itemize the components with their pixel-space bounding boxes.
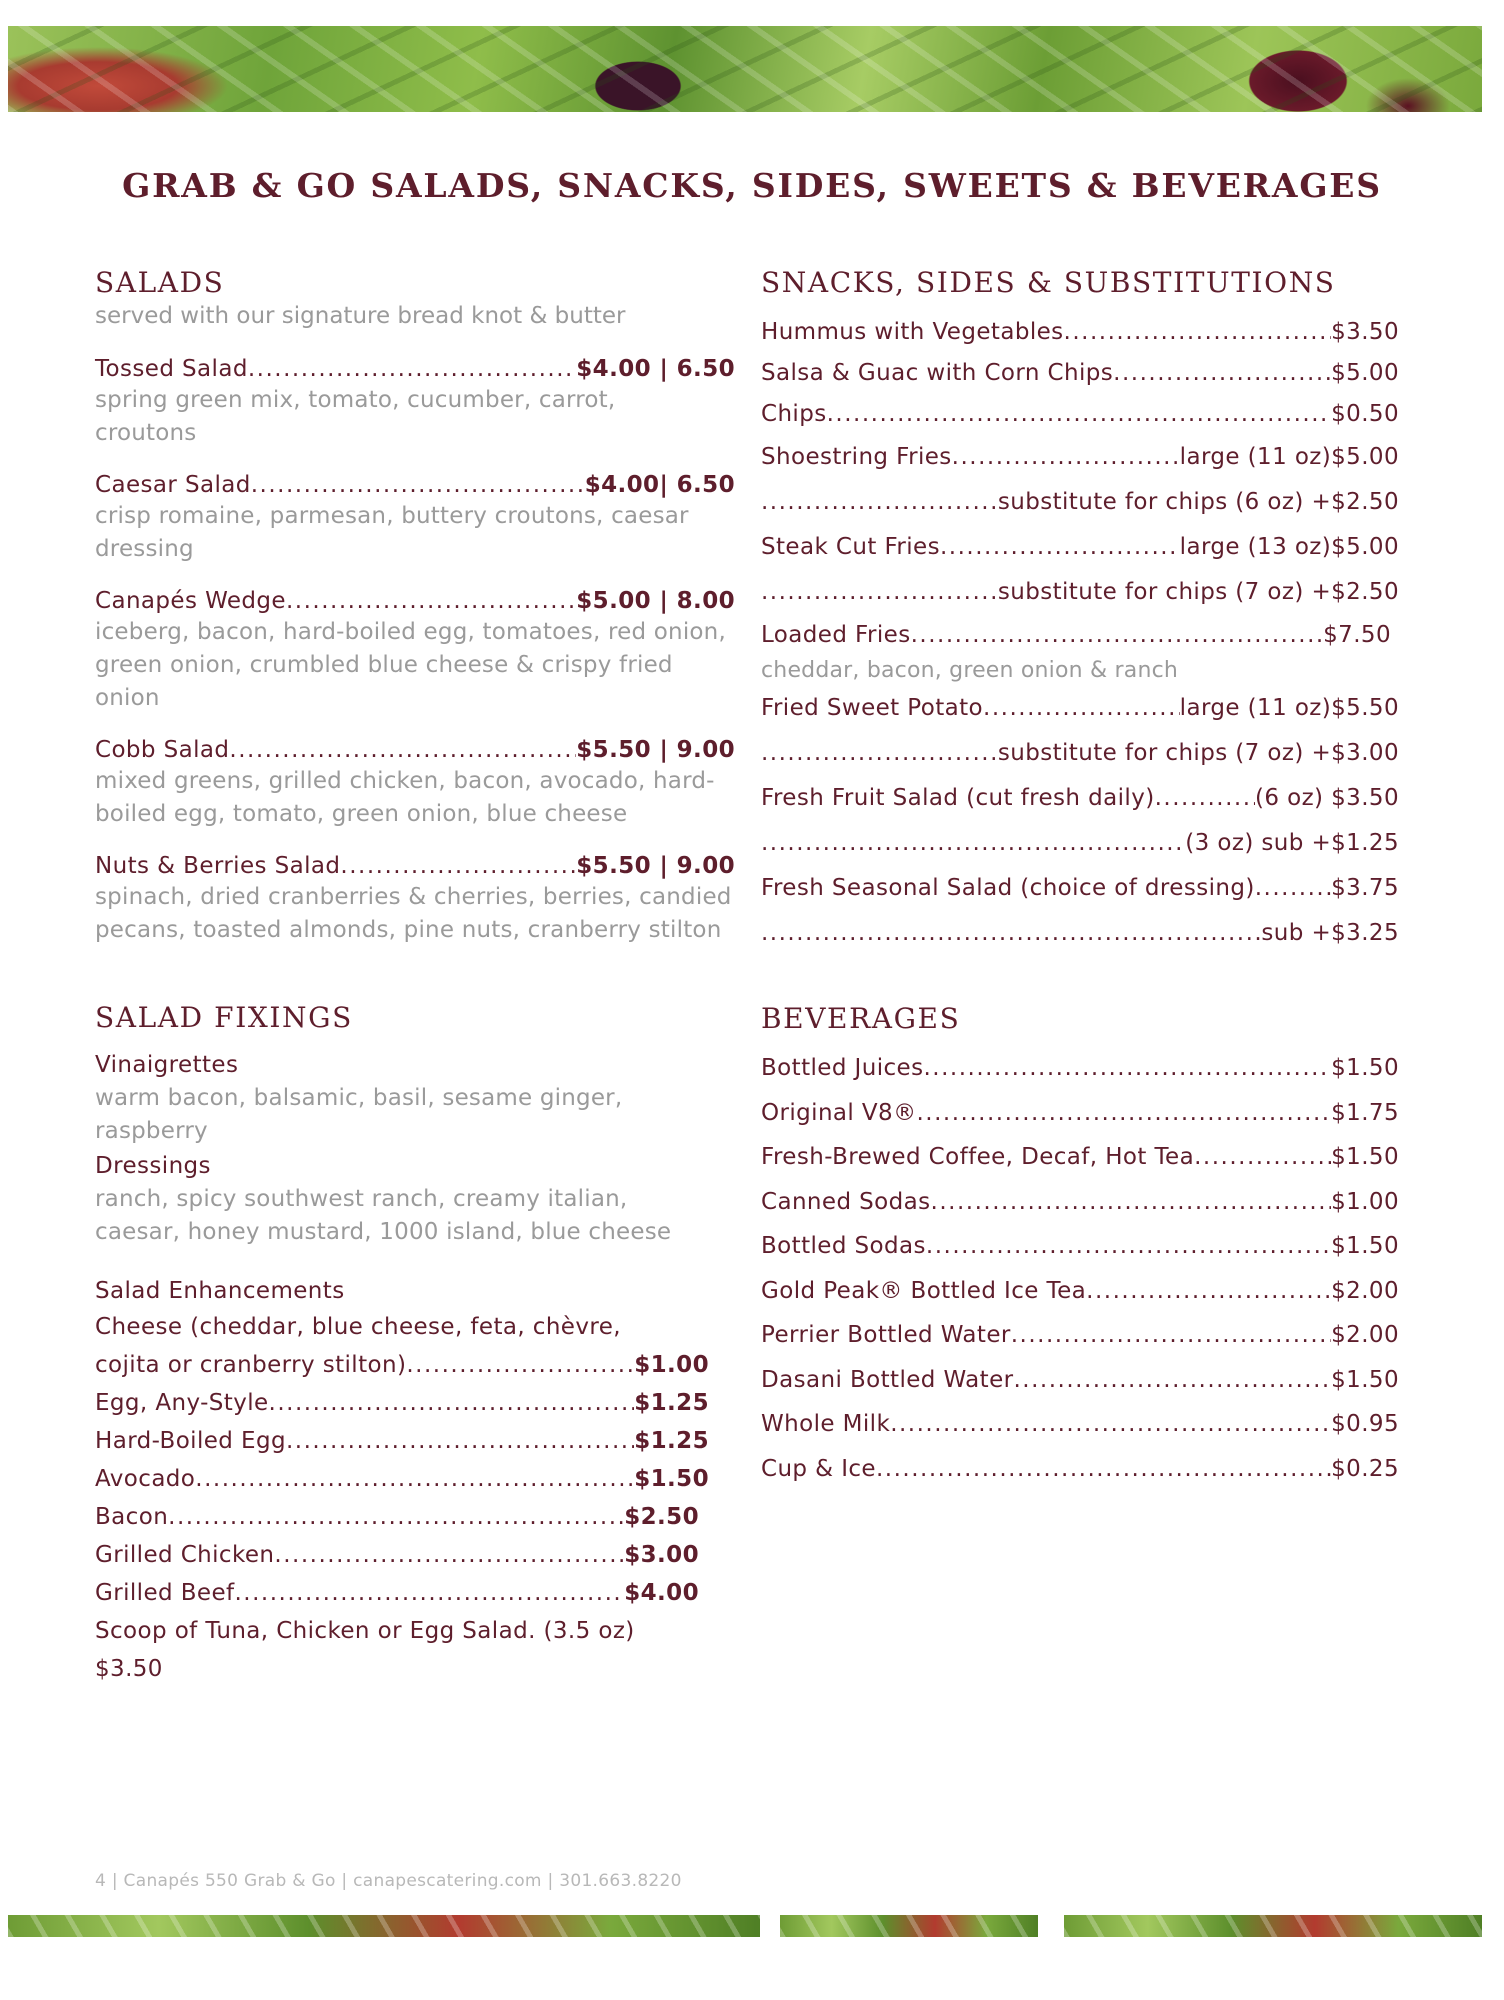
item-name: Bacon <box>95 1504 169 1530</box>
item-detail: (6 oz) $3.50 <box>1255 785 1399 811</box>
menu-item <box>761 570 1399 615</box>
menu-item <box>761 686 1399 731</box>
menu-item <box>95 1498 699 1536</box>
menu-item <box>761 1135 1399 1180</box>
dot-leader <box>761 570 998 615</box>
item-name: Steak Cut Fries <box>761 534 940 560</box>
cheese-line: Cheese (cheddar, blue cheese, feta, chèvre, <box>95 1314 621 1340</box>
item-description: mixed greens, grilled chicken, bacon, avocado, hard-boiled egg, tomato, green onion, blue cheese <box>95 768 715 827</box>
item-price: $1.75 <box>1331 1099 1399 1126</box>
item-price: $5.00 <box>1331 360 1399 386</box>
item-name: Grilled Chicken <box>95 1542 275 1568</box>
item-name: Canapés Wedge <box>95 588 286 614</box>
dot-leader <box>761 821 1185 866</box>
menu-item <box>95 1346 709 1384</box>
item-price: $4.00 | 6.50 <box>576 356 735 382</box>
item-price: $7.50 <box>1323 622 1391 648</box>
dot-leader <box>235 1574 625 1612</box>
dot-leader <box>274 1536 624 1574</box>
menu-item <box>761 776 1399 821</box>
item-price: $0.50 <box>1331 401 1399 427</box>
menu-item <box>761 1402 1399 1447</box>
dot-leader <box>916 1091 1331 1136</box>
menu-item <box>761 911 1399 956</box>
dot-leader <box>168 1498 624 1536</box>
menu-item <box>761 615 1391 656</box>
dot-leader <box>940 525 1180 570</box>
item-price: $3.25 <box>1331 920 1399 946</box>
dot-leader <box>923 1046 1331 1091</box>
menu-item <box>761 1091 1399 1136</box>
salads-subtitle: served with our signature bread knot & butter <box>95 303 626 329</box>
menu-item <box>761 394 1399 435</box>
item-name: Nuts & Berries Salad <box>95 853 341 879</box>
salad-banner-bottom <box>780 1915 1038 1937</box>
item-detail: substitute for chips (7 oz) + <box>997 579 1332 605</box>
item-detail: large (13 oz) <box>1179 534 1332 560</box>
item-price: $3.00 <box>1331 740 1399 766</box>
item-name: Avocado <box>95 1466 196 1492</box>
item-name: Loaded Fries <box>761 622 911 648</box>
dot-leader <box>890 1402 1331 1447</box>
item-price: $3.50 <box>1331 319 1399 345</box>
dot-leader <box>931 1180 1332 1225</box>
vinaigrettes-list: warm bacon, balsamic, basil, sesame ginger, raspberry <box>95 1085 623 1144</box>
left-column <box>95 266 735 1688</box>
scoop-line: Scoop of Tuna, Chicken or Egg Salad. (3.5 oz) $3.50 <box>95 1618 635 1682</box>
item-name: Whole Milk <box>761 1411 891 1437</box>
item-price: $4.00 <box>624 1580 699 1606</box>
menu-item <box>95 470 735 500</box>
item-price: $5.50 | 9.00 <box>576 853 735 879</box>
dot-leader <box>251 470 585 500</box>
item-description: spinach, dried cranberries & cherries, berries, candied pecans, toasted almonds, pine nuts, cranberry stilton <box>95 884 732 943</box>
page-footer: 4 | Canapés 550 Grab & Go | canapescatering.com | 301.663.8220 <box>95 1871 682 1891</box>
item-price: $1.50 <box>634 1466 709 1492</box>
salad-banner-bottom <box>1064 1915 1482 1937</box>
item-detail: large (11 oz) <box>1179 444 1332 470</box>
item-name: Fried Sweet Potato <box>761 695 984 721</box>
item-name: Shoestring Fries <box>761 444 952 470</box>
item-price: $4.00| 6.50 <box>584 472 735 498</box>
item-detail: sub + <box>1261 920 1332 946</box>
dot-leader <box>876 1447 1331 1492</box>
item-price: $5.00 <box>1331 534 1399 560</box>
dot-leader <box>1194 1135 1331 1180</box>
item-price: $5.50 | 9.00 <box>576 737 735 763</box>
item-name: Original V8® <box>761 1099 917 1126</box>
dressings-label: Dressings <box>95 1153 211 1179</box>
item-name: Hummus with Vegetables <box>761 319 1064 345</box>
salad-banner-bottom <box>8 1915 760 1937</box>
dot-leader <box>1086 1269 1331 1314</box>
dot-leader <box>952 435 1180 480</box>
item-description: crisp romaine, parmesan, buttery croutons, caesar dressing <box>95 503 689 562</box>
menu-item <box>95 1422 709 1460</box>
dot-leader <box>406 1346 634 1384</box>
item-name: Fresh-Brewed Coffee, Decaf, Hot Tea <box>761 1144 1195 1170</box>
item-price: $1.00 <box>634 1352 709 1378</box>
item-price: $2.00 <box>1331 1277 1399 1304</box>
item-price: $2.50 <box>624 1504 699 1530</box>
item-name: Bottled Juices <box>761 1055 924 1081</box>
item-price: $1.50 <box>1331 1366 1399 1393</box>
item-price: $2.00 <box>1331 1322 1399 1348</box>
item-description: spring green mix, tomato, cucumber, carrot, croutons <box>95 387 616 446</box>
menu-item <box>761 1180 1399 1225</box>
page-title: GRAB & GO SALADS, SNACKS, SIDES, SWEETS & BEVERAGES <box>122 166 1382 205</box>
item-price: $1.50 <box>1331 1055 1399 1081</box>
item-name: Perrier Bottled Water <box>761 1322 1011 1348</box>
menu-item <box>761 312 1399 353</box>
item-detail: substitute for chips (6 oz) + <box>997 489 1332 515</box>
item-name: Dasani Bottled Water <box>761 1366 1014 1393</box>
item-price: $1.50 <box>1331 1233 1399 1259</box>
right-column <box>761 266 1401 1491</box>
dot-leader <box>983 686 1180 731</box>
menu-item <box>761 731 1399 776</box>
menu-item <box>95 1384 709 1422</box>
dot-leader <box>761 911 1261 956</box>
vinaigrettes-label: Vinaigrettes <box>95 1052 239 1078</box>
item-name: Gold Peak® Bottled Ice Tea <box>761 1277 1087 1304</box>
dot-leader <box>286 586 576 616</box>
menu-item <box>761 1224 1399 1269</box>
item-name: Egg, Any-Style <box>95 1390 269 1416</box>
item-price: $0.25 <box>1331 1455 1399 1482</box>
dot-leader <box>827 394 1332 435</box>
item-name: Cup & Ice <box>761 1455 876 1482</box>
item-price: $5.00 | 8.00 <box>576 588 735 614</box>
menu-item <box>761 1046 1399 1091</box>
beverages-heading: BEVERAGES <box>761 1002 961 1035</box>
dot-leader <box>911 615 1324 656</box>
menu-item <box>95 1574 699 1612</box>
item-name: Fresh Fruit Salad (cut fresh daily) <box>761 785 1155 811</box>
dressings-list: ranch, spicy southwest ranch, creamy italian, caesar, honey mustard, 1000 island, blue cheese <box>95 1186 672 1245</box>
dot-leader <box>1155 776 1255 821</box>
dot-leader <box>269 1384 635 1422</box>
menu-item <box>95 1536 699 1574</box>
salad-banner-top <box>8 26 1482 112</box>
dot-leader <box>761 480 998 525</box>
item-price: $1.00 <box>1331 1188 1399 1215</box>
item-price: $2.50 <box>1331 579 1399 605</box>
item-price: $0.95 <box>1331 1411 1399 1437</box>
dot-leader <box>1113 353 1331 394</box>
menu-item <box>95 1460 709 1498</box>
menu-item <box>761 821 1399 866</box>
item-name: Fresh Seasonal Salad (choice of dressing) <box>761 875 1255 901</box>
item-price: $3.75 <box>1331 875 1399 901</box>
item-detail: large (11 oz) <box>1179 695 1332 721</box>
item-price: $5.50 <box>1331 695 1399 721</box>
dot-leader <box>229 735 576 765</box>
item-name: Cobb Salad <box>95 737 230 763</box>
dot-leader <box>1014 1358 1332 1403</box>
item-name: cojita or cranberry stilton) <box>95 1352 407 1378</box>
dot-leader <box>1255 866 1331 911</box>
menu-item <box>761 435 1399 480</box>
item-name: Tossed Salad <box>95 356 248 382</box>
enhancements-label: Salad Enhancements <box>95 1278 345 1304</box>
item-price: $2.50 <box>1331 489 1399 515</box>
menu-item <box>761 1358 1399 1403</box>
menu-item <box>761 1447 1399 1492</box>
item-name: Grilled Beef <box>95 1580 235 1606</box>
item-detail: substitute for chips (7 oz) + <box>997 740 1332 766</box>
item-name: Salsa & Guac with Corn Chips <box>761 360 1114 386</box>
dot-leader <box>340 851 576 881</box>
item-name: Chips <box>761 401 827 427</box>
salads-heading: SALADS <box>95 266 225 299</box>
item-name: Bottled Sodas <box>761 1233 926 1259</box>
item-price: $3.00 <box>624 1542 699 1568</box>
item-price: $1.25 <box>634 1390 709 1416</box>
item-name: Hard-Boiled Egg <box>95 1428 286 1454</box>
dot-leader <box>1064 312 1332 353</box>
dot-leader <box>926 1224 1331 1269</box>
menu-item <box>761 1269 1399 1314</box>
dot-leader <box>195 1460 634 1498</box>
snacks-heading: SNACKS, SIDES & SUBSTITUTIONS <box>761 266 1336 299</box>
menu-item <box>95 586 735 616</box>
menu-item <box>761 480 1399 525</box>
salad-fixings-heading: SALAD FIXINGS <box>95 1001 353 1034</box>
item-name: Caesar Salad <box>95 472 251 498</box>
dot-leader <box>761 731 998 776</box>
menu-item <box>761 866 1399 911</box>
loaded-fries-description: cheddar, bacon, green onion & ranch <box>761 658 1179 683</box>
item-price: $1.50 <box>1331 1144 1399 1170</box>
dot-leader <box>248 354 576 384</box>
item-price: $1.25 <box>634 1428 709 1454</box>
menu-item <box>761 353 1399 394</box>
item-detail: (3 oz) sub +$1.25 <box>1185 830 1399 856</box>
item-price: $5.00 <box>1331 444 1399 470</box>
menu-item <box>95 354 735 384</box>
dot-leader <box>1011 1313 1331 1358</box>
menu-item <box>761 525 1399 570</box>
menu-item <box>95 735 735 765</box>
item-name: Canned Sodas <box>761 1188 931 1215</box>
menu-item <box>761 1313 1399 1358</box>
item-description: iceberg, bacon, hard-boiled egg, tomatoes, red onion, green onion, crumbled blue cheese & crispy fried onion <box>95 619 726 711</box>
menu-item <box>95 851 735 881</box>
dot-leader <box>286 1422 634 1460</box>
